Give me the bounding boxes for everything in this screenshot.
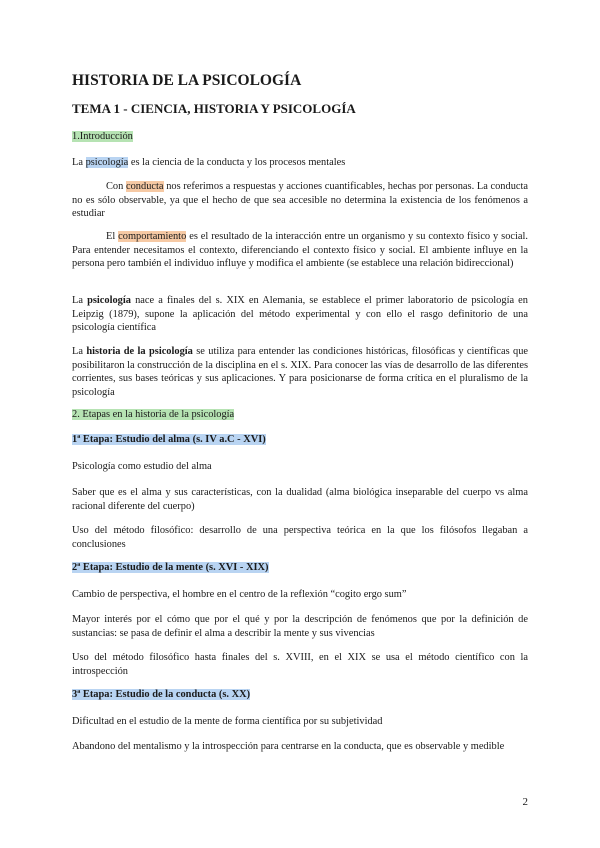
stage1-heading bbox=[72, 434, 266, 445]
intro-p5-post: se utiliza para entender las condiciones históricas, filosóficas y científicas que posibilitaron la construcción de la disciplina en el s. XIX. Para conocer las vías de desarrollo de las diferentes corrientes, sus bases teóricas y sus aplicaciones. Y para posicionarse de forma crítica en el pluralismo de la psicología bbox=[72, 346, 528, 398]
section2-heading-text: 2. Etapas en la historia de la psicología bbox=[72, 409, 235, 420]
intro-p3-pre: El bbox=[106, 231, 119, 242]
section2-heading bbox=[72, 408, 528, 422]
stage1-paragraph-1: Psicología como estudio del alma bbox=[72, 461, 212, 472]
stage1-paragraph-2: Saber que es el alma y sus características, con la dualidad (alma biológica inseparable del cuerpo vs alma racional diferente del cuerpo) bbox=[72, 487, 528, 512]
section1-heading-text: 1.Introducción bbox=[72, 131, 133, 142]
stage2-title: 2ª Etapa: Estudio de la mente (s. XVI - XIX) bbox=[72, 562, 269, 573]
intro-p1-post: es la ciencia de la conducta y los procesos mentales bbox=[128, 157, 346, 168]
intro-p3-post: es el resultado de la interacción entre un organismo y su contexto físico y social. Para entender necesitamos el contexto, diferenciando el contexto físico y social. El ambiente influye en la persona pero también el individuo influye y modifica el ambiente (se establece una relación bidireccional) bbox=[72, 231, 529, 270]
stage1-paragraph-3: Uso del método filosófico: desarrollo de una perspectiva teórica en la que los filósofos llegaban a conclusiones bbox=[72, 525, 528, 550]
stage3-title: 3ª Etapa: Estudio de la conducta (s. XX) bbox=[72, 689, 251, 700]
psicologia-bold: psicología bbox=[87, 295, 131, 306]
stage3-paragraph-1: Dificultad en el estudio de la mente de forma científica por su subjetividad bbox=[72, 716, 383, 727]
intro-paragraph-1 bbox=[72, 156, 528, 170]
intro-paragraph-4 bbox=[72, 294, 528, 335]
stage3-heading bbox=[72, 689, 250, 700]
intro-p5-pre: La bbox=[72, 346, 87, 357]
intro-paragraph-5 bbox=[72, 345, 528, 399]
psicologia-highlight: psicología bbox=[85, 157, 129, 168]
historia-bold: historia de la psicología bbox=[86, 346, 193, 357]
stage2-paragraph-3: Uso del método filosófico hasta finales del s. XVIII, en el XIX se usa el método científico con la introspección bbox=[72, 652, 528, 677]
intro-p2-post: nos referimos a respuestas y acciones cuantificables, hechas por personas. La conducta no es sólo observable, ya que el hecho de que sea accesible no determina la existencia de los fenómenos a estudiar bbox=[72, 181, 528, 220]
stage3-paragraph-2: Abandono del mentalismo y la introspección para centrarse en la conducta, que es observable y medible bbox=[72, 741, 505, 752]
stage2-heading bbox=[72, 562, 269, 573]
page-number: 2 bbox=[522, 796, 528, 808]
intro-p4-post: nace a finales del s. XIX en Alemania, se establece el primer laboratorio de psicología en Leipzig (1879), supone la aplicación del método experimental y con ello el rasgo definitorio de una psicología científica bbox=[72, 295, 528, 334]
intro-p2-pre: Con bbox=[106, 181, 126, 192]
topic-title: TEMA 1 - CIENCIA, HISTORIA Y PSICOLOGÍA bbox=[72, 101, 356, 116]
stage2-paragraph-2: Mayor interés por el cómo que por el qué y por la descripción de fenómenos que por la definición de sustancias: se pasa de definir el alma a describir la mente y sus vivencias bbox=[72, 614, 528, 639]
document-title: HISTORIA DE LA PSICOLOGÍA bbox=[72, 72, 302, 89]
section1-heading bbox=[72, 130, 528, 144]
intro-paragraph-3 bbox=[72, 230, 528, 271]
stage1-title: 1ª Etapa: Estudio del alma (s. IV a.C - XVI) bbox=[72, 434, 266, 445]
intro-paragraph-2 bbox=[72, 180, 528, 221]
conducta-highlight: conducta bbox=[126, 181, 164, 192]
intro-p4-pre: La bbox=[72, 295, 88, 306]
stage2-paragraph-1: Cambio de perspectiva, el hombre en el centro de la reflexión “cogito ergo sum” bbox=[72, 589, 407, 600]
comportamiento-highlight: comportamiento bbox=[118, 231, 187, 242]
intro-p1-pre: La bbox=[72, 157, 86, 168]
